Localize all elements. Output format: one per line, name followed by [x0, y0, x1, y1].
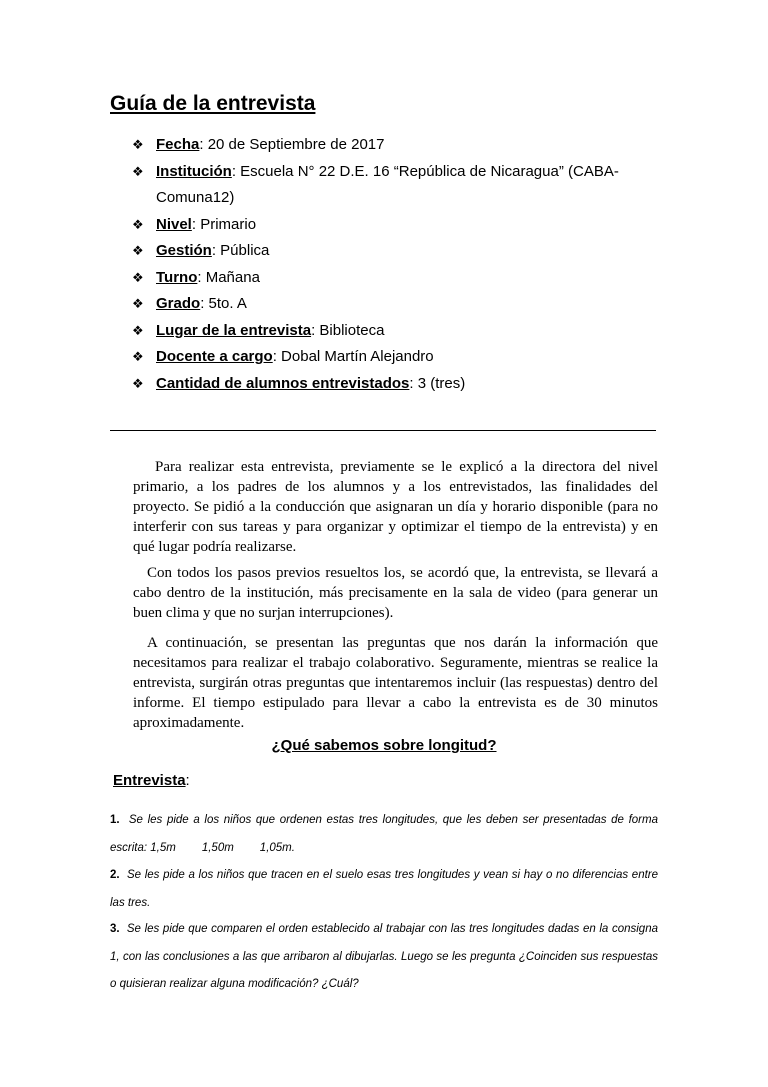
info-value: : Dobal Martín Alejandro: [272, 348, 434, 365]
info-value: : 5to. A: [200, 295, 247, 312]
page-title: Guía de la entrevista: [110, 92, 316, 115]
info-item-cantidad: [132, 371, 652, 398]
diamond-bullet-icon: ❖: [132, 243, 144, 258]
info-key: Lugar de la entrevista: [156, 321, 312, 339]
info-value: : Biblioteca: [311, 321, 385, 339]
paragraph-questions-intro: A continuación, se presentan las preguntas que nos darán la información que necesitamos para realizar el trabajo colaborativo. Seguramente, mientras se realice la entrevista, surgirán otras preguntas que intentaremos incluir (las respuestas) dentro del informe. El tiempo estipulado para llevar a cabo la entrevista es de 30 minutos aproximadamente.: [133, 635, 658, 731]
info-item-gestion: [132, 238, 652, 265]
info-key: Grado: [156, 295, 201, 312]
info-value: : 20 de Septiembre de 2017: [199, 136, 385, 153]
diamond-bullet-icon: ❖: [132, 269, 144, 285]
question-text: Se les pide a los niños que tracen en el suelo esas tres longitudes y vean si hay o no diferencias entre las tres.: [110, 869, 659, 909]
question-number: 2.: [110, 869, 120, 881]
diamond-bullet-icon: ❖: [132, 163, 144, 179]
info-key: Fecha: [156, 136, 200, 153]
info-key: Docente a cargo: [156, 348, 273, 365]
interview-heading: [113, 772, 190, 789]
info-item-lugar: [132, 318, 652, 345]
diamond-bullet-icon: ❖: [132, 137, 144, 152]
question-number: 3.: [110, 923, 120, 935]
info-item-nivel: [132, 212, 652, 239]
info-item-fecha: [132, 132, 652, 159]
question-value: 1,50m: [201, 841, 234, 854]
question-text: Se les pide a los niños que ordenen estas tres longitudes, que les deben ser presentadas de forma escrita: 1,5m: [110, 814, 658, 854]
paragraph-intro: Para realizar esta entrevista, previamente se le explicó a la directora del nivel primario, a los padres de los alumnos y a los entrevistados, las finalidades del proyecto. Se pidió a la conducción que asignaran un día y horario disponible (para no interferir con sus tareas y para organizar y optimizar el tiempo de la entrevista) y en qué lugar podría realizarse.: [133, 459, 658, 555]
section-subtitle-text: ¿Qué sabemos sobre longitud?: [271, 737, 497, 754]
diamond-bullet-icon: ❖: [132, 296, 144, 311]
question-text: Se les pide que comparen el orden establecido al trabajar con las tres longitudes dadas en la consigna 1, con las conclusiones a las que arribaron al dibujarlas. Luego se les pregunta ¿Coinciden sus respuestas o quisieran realizar alguna modificación? ¿Cuál?: [110, 923, 658, 990]
question-2: [110, 862, 658, 917]
info-value: : Primario: [191, 215, 257, 233]
interview-colon: :: [185, 772, 190, 789]
info-value: : Escuela N° 22 D.E. 16 “República de Nicaragua” (CABA-Comuna12): [156, 162, 619, 206]
section-subtitle: [0, 737, 768, 754]
info-item-grado: [132, 291, 652, 318]
question-number: 1.: [110, 814, 120, 826]
info-value: : Mañana: [197, 268, 260, 286]
diamond-bullet-icon: ❖: [132, 349, 144, 364]
info-item-turno: [132, 265, 652, 292]
interview-label: Entrevista: [113, 772, 186, 789]
info-key: Institución: [156, 162, 232, 180]
info-list: [132, 132, 652, 397]
question-1: [110, 807, 658, 862]
info-item-institucion: [132, 159, 652, 212]
info-key: Nivel: [156, 215, 192, 233]
info-key: Turno: [156, 268, 198, 286]
horizontal-divider: [110, 430, 656, 431]
question-value: 1,05m.: [259, 841, 295, 854]
info-value: : Pública: [211, 242, 270, 259]
info-key: Gestión: [156, 242, 212, 259]
info-value: : 3 (tres): [409, 374, 466, 392]
diamond-bullet-icon: ❖: [132, 322, 144, 338]
info-item-docente: [132, 344, 652, 371]
question-3: [110, 916, 658, 999]
info-key: Cantidad de alumnos entrevistados: [156, 374, 410, 392]
diamond-bullet-icon: ❖: [132, 375, 144, 391]
diamond-bullet-icon: ❖: [132, 216, 144, 232]
paragraph-steps: Con todos los pasos previos resueltos los, se acordó que, la entrevista, se llevará a cabo dentro de la institución, más precisamente en la sala de video (para generar un buen clima y que no surjan interrupciones).: [133, 565, 658, 621]
